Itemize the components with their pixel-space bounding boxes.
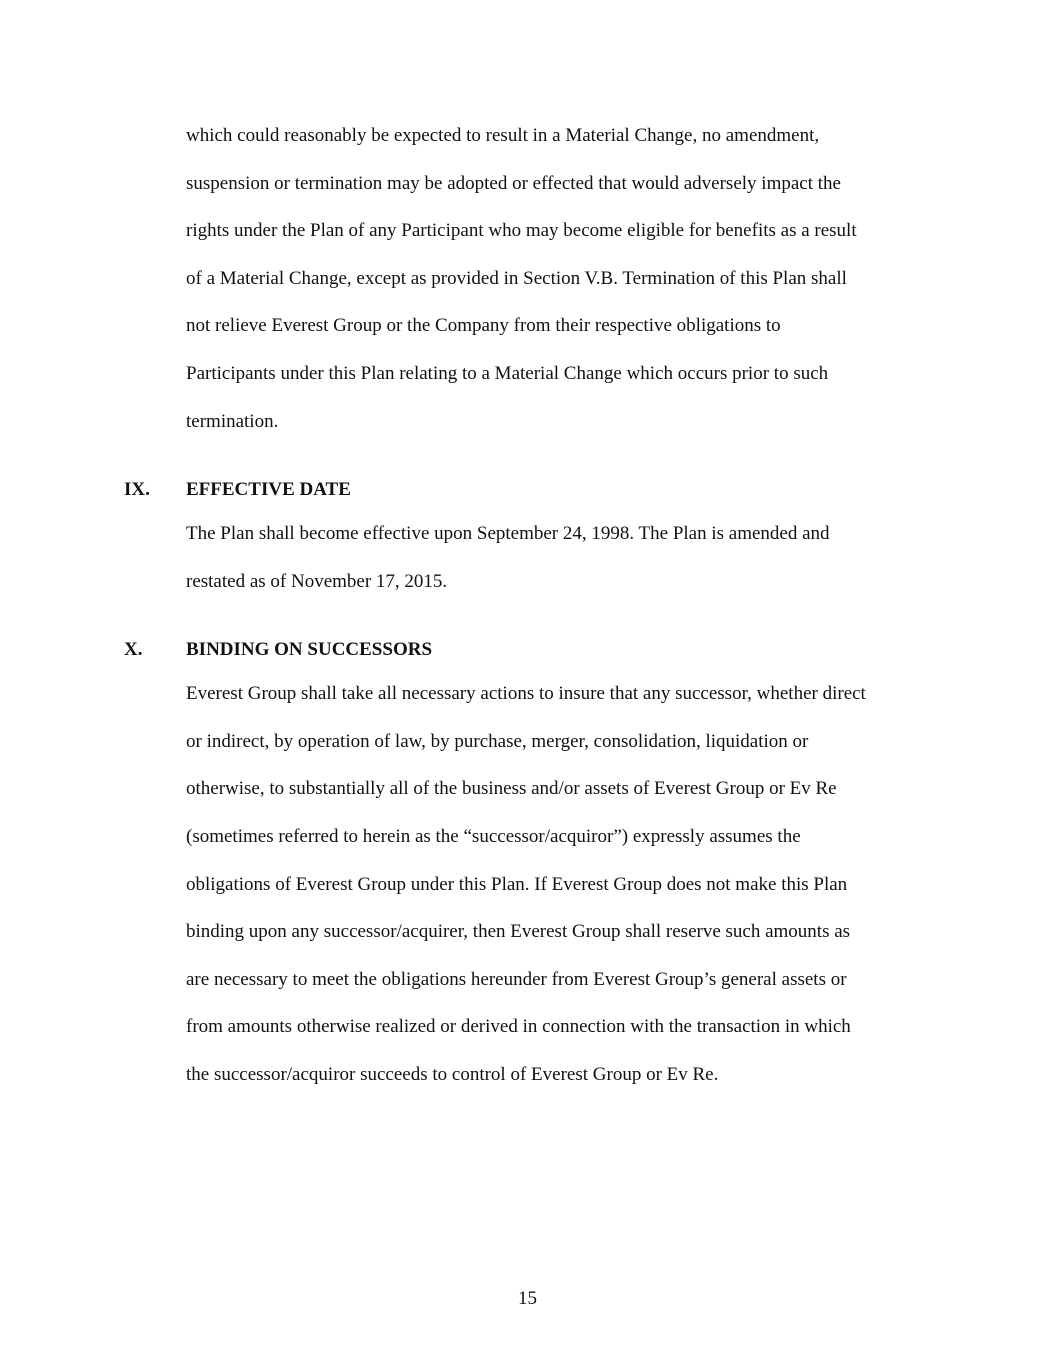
paragraph-line: suspension or termination may be adopted or effected that would adversely impact the xyxy=(186,173,841,194)
paragraph-line: or indirect, by operation of law, by purchase, merger, consolidation, liquidation or xyxy=(186,731,809,752)
paragraph-line: Everest Group shall take all necessary actions to insure that any successor, whether direct xyxy=(186,683,866,704)
paragraph-line: not relieve Everest Group or the Company from their respective obligations to xyxy=(186,315,781,336)
paragraph-line: from amounts otherwise realized or derived in connection with the transaction in which xyxy=(186,1016,851,1037)
paragraph-line: binding upon any successor/acquirer, then Everest Group shall reserve such amounts as xyxy=(186,921,851,942)
section-title: EFFECTIVE DATE xyxy=(186,479,351,500)
section-title: BINDING ON SUCCESSORS xyxy=(186,639,433,660)
paragraph-line: termination. xyxy=(186,411,279,432)
paragraph-line: obligations of Everest Group under this Plan. If Everest Group does not make this Plan xyxy=(186,874,848,895)
paragraph-line: otherwise, to substantially all of the business and/or assets of Everest Group or Ev Re xyxy=(186,778,837,799)
section-number: X. xyxy=(124,639,143,660)
paragraph-line: (sometimes referred to herein as the “successor/acquiror”) expressly assumes the xyxy=(186,826,801,847)
paragraph-line: rights under the Plan of any Participant who may become eligible for benefits as a result xyxy=(186,220,857,241)
paragraph-line: The Plan shall become effective upon September 24, 1998. The Plan is amended and xyxy=(186,523,830,544)
page-number: 15 xyxy=(518,1288,537,1309)
section-number: IX. xyxy=(124,479,150,500)
paragraph-line: the successor/acquiror succeeds to control of Everest Group or Ev Re. xyxy=(186,1064,719,1085)
paragraph-line: restated as of November 17, 2015. xyxy=(186,571,448,592)
paragraph-line: of a Material Change, except as provided in Section V.B. Termination of this Plan shall xyxy=(186,268,847,289)
paragraph-line: are necessary to meet the obligations hereunder from Everest Group’s general assets or xyxy=(186,969,847,990)
paragraph-line: Participants under this Plan relating to a Material Change which occurs prior to such xyxy=(186,363,829,384)
paragraph-line: which could reasonably be expected to result in a Material Change, no amendment, xyxy=(186,125,820,146)
